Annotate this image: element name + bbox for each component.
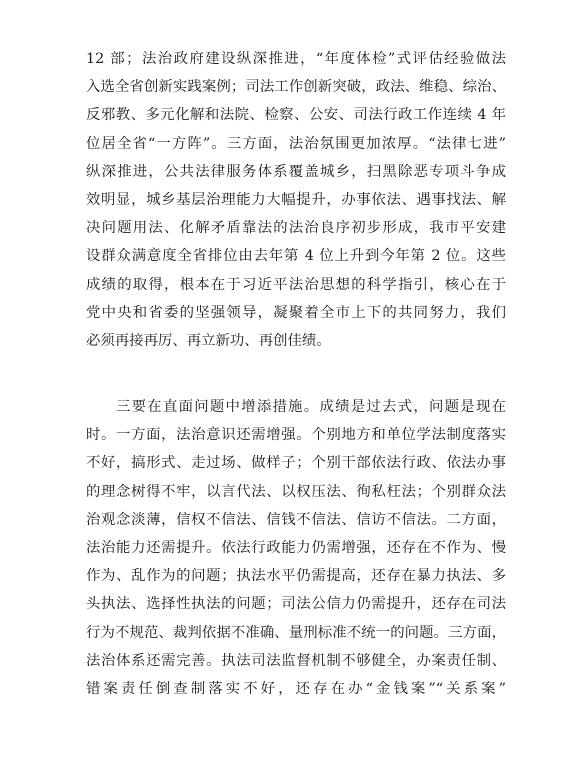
text-line: 设群众满意度全省排位由去年第 4 位上升到今年第 2 位。这些 (86, 248, 506, 265)
text-line: 反邪教、多元化解和法院、检察、公安、司法行政工作连续 4 年 (86, 107, 506, 124)
text-line: 治观念淡薄，信权不信法、信钱不信法、信访不信法。二方面， (86, 511, 506, 528)
paragraph-continued (86, 45, 506, 355)
text-line: 法治能力还需提升。依法行政能力仍需增强，还存在不作为、慢 (86, 539, 506, 556)
text-line: 的理念树得不牢，以言代法、以权压法、徇私枉法；个别群众法 (86, 483, 506, 500)
text-line: 位居全省“一方阵”。三方面，法治氛围更加浓厚。“法律七进” (86, 135, 506, 152)
text-line: 错案责任倒查制落实不好，还存在办“金钱案”“关系案” (86, 680, 506, 697)
text-line: 党中央和省委的坚强领导，凝聚着全市上下的共同努力，我们 (86, 304, 506, 321)
text-line: 入选全省创新实践案例；司法工作创新突破，政法、维稳、综治、 (86, 79, 506, 96)
text-line: 作为、乱作为的问题；执法水平仍需提高，还存在暴力执法、多 (86, 568, 506, 585)
text-line: 效明显，城乡基层治理能力大幅提升，办事依法、遇事找法、解 (86, 191, 506, 208)
text-line: 法治体系还需完善。执法司法监督机制不够健全，办案责任制、 (86, 652, 506, 669)
text-line: 12 部；法治政府建设纵深推进，“年度体检”式评估经验做法 (86, 51, 506, 67)
text-line: 必须再接再厉、再立新功、再创佳绩。 (86, 332, 331, 349)
text-line: 纵深推进，公共法律服务体系覆盖城乡，扫黑除恶专项斗争成 (86, 163, 506, 180)
text-line: 行为不规范、裁判依据不准确、量刑标准不统一的问题。三方面， (86, 624, 506, 641)
paragraph-problems (86, 393, 506, 703)
text-line: 头执法、选择性执法的问题；司法公信力仍需提升，还存在司法 (86, 596, 506, 613)
text-line: 不好，搞形式、走过场、做样子；个别干部依法行政、依法办事 (86, 455, 506, 472)
text-line: 决问题用法、化解矛盾靠法的法治良序初步形成，我市平安建 (86, 220, 506, 237)
text-line: 时。一方面，法治意识还需增强。个别地方和单位学法制度落实 (86, 427, 506, 444)
text-line: 三要在直面问题中增添措施。成绩是过去式，问题是现在 (116, 399, 506, 415)
text-line: 成绩的取得，根本在于习近平法治思想的科学指引，核心在于 (86, 276, 506, 293)
